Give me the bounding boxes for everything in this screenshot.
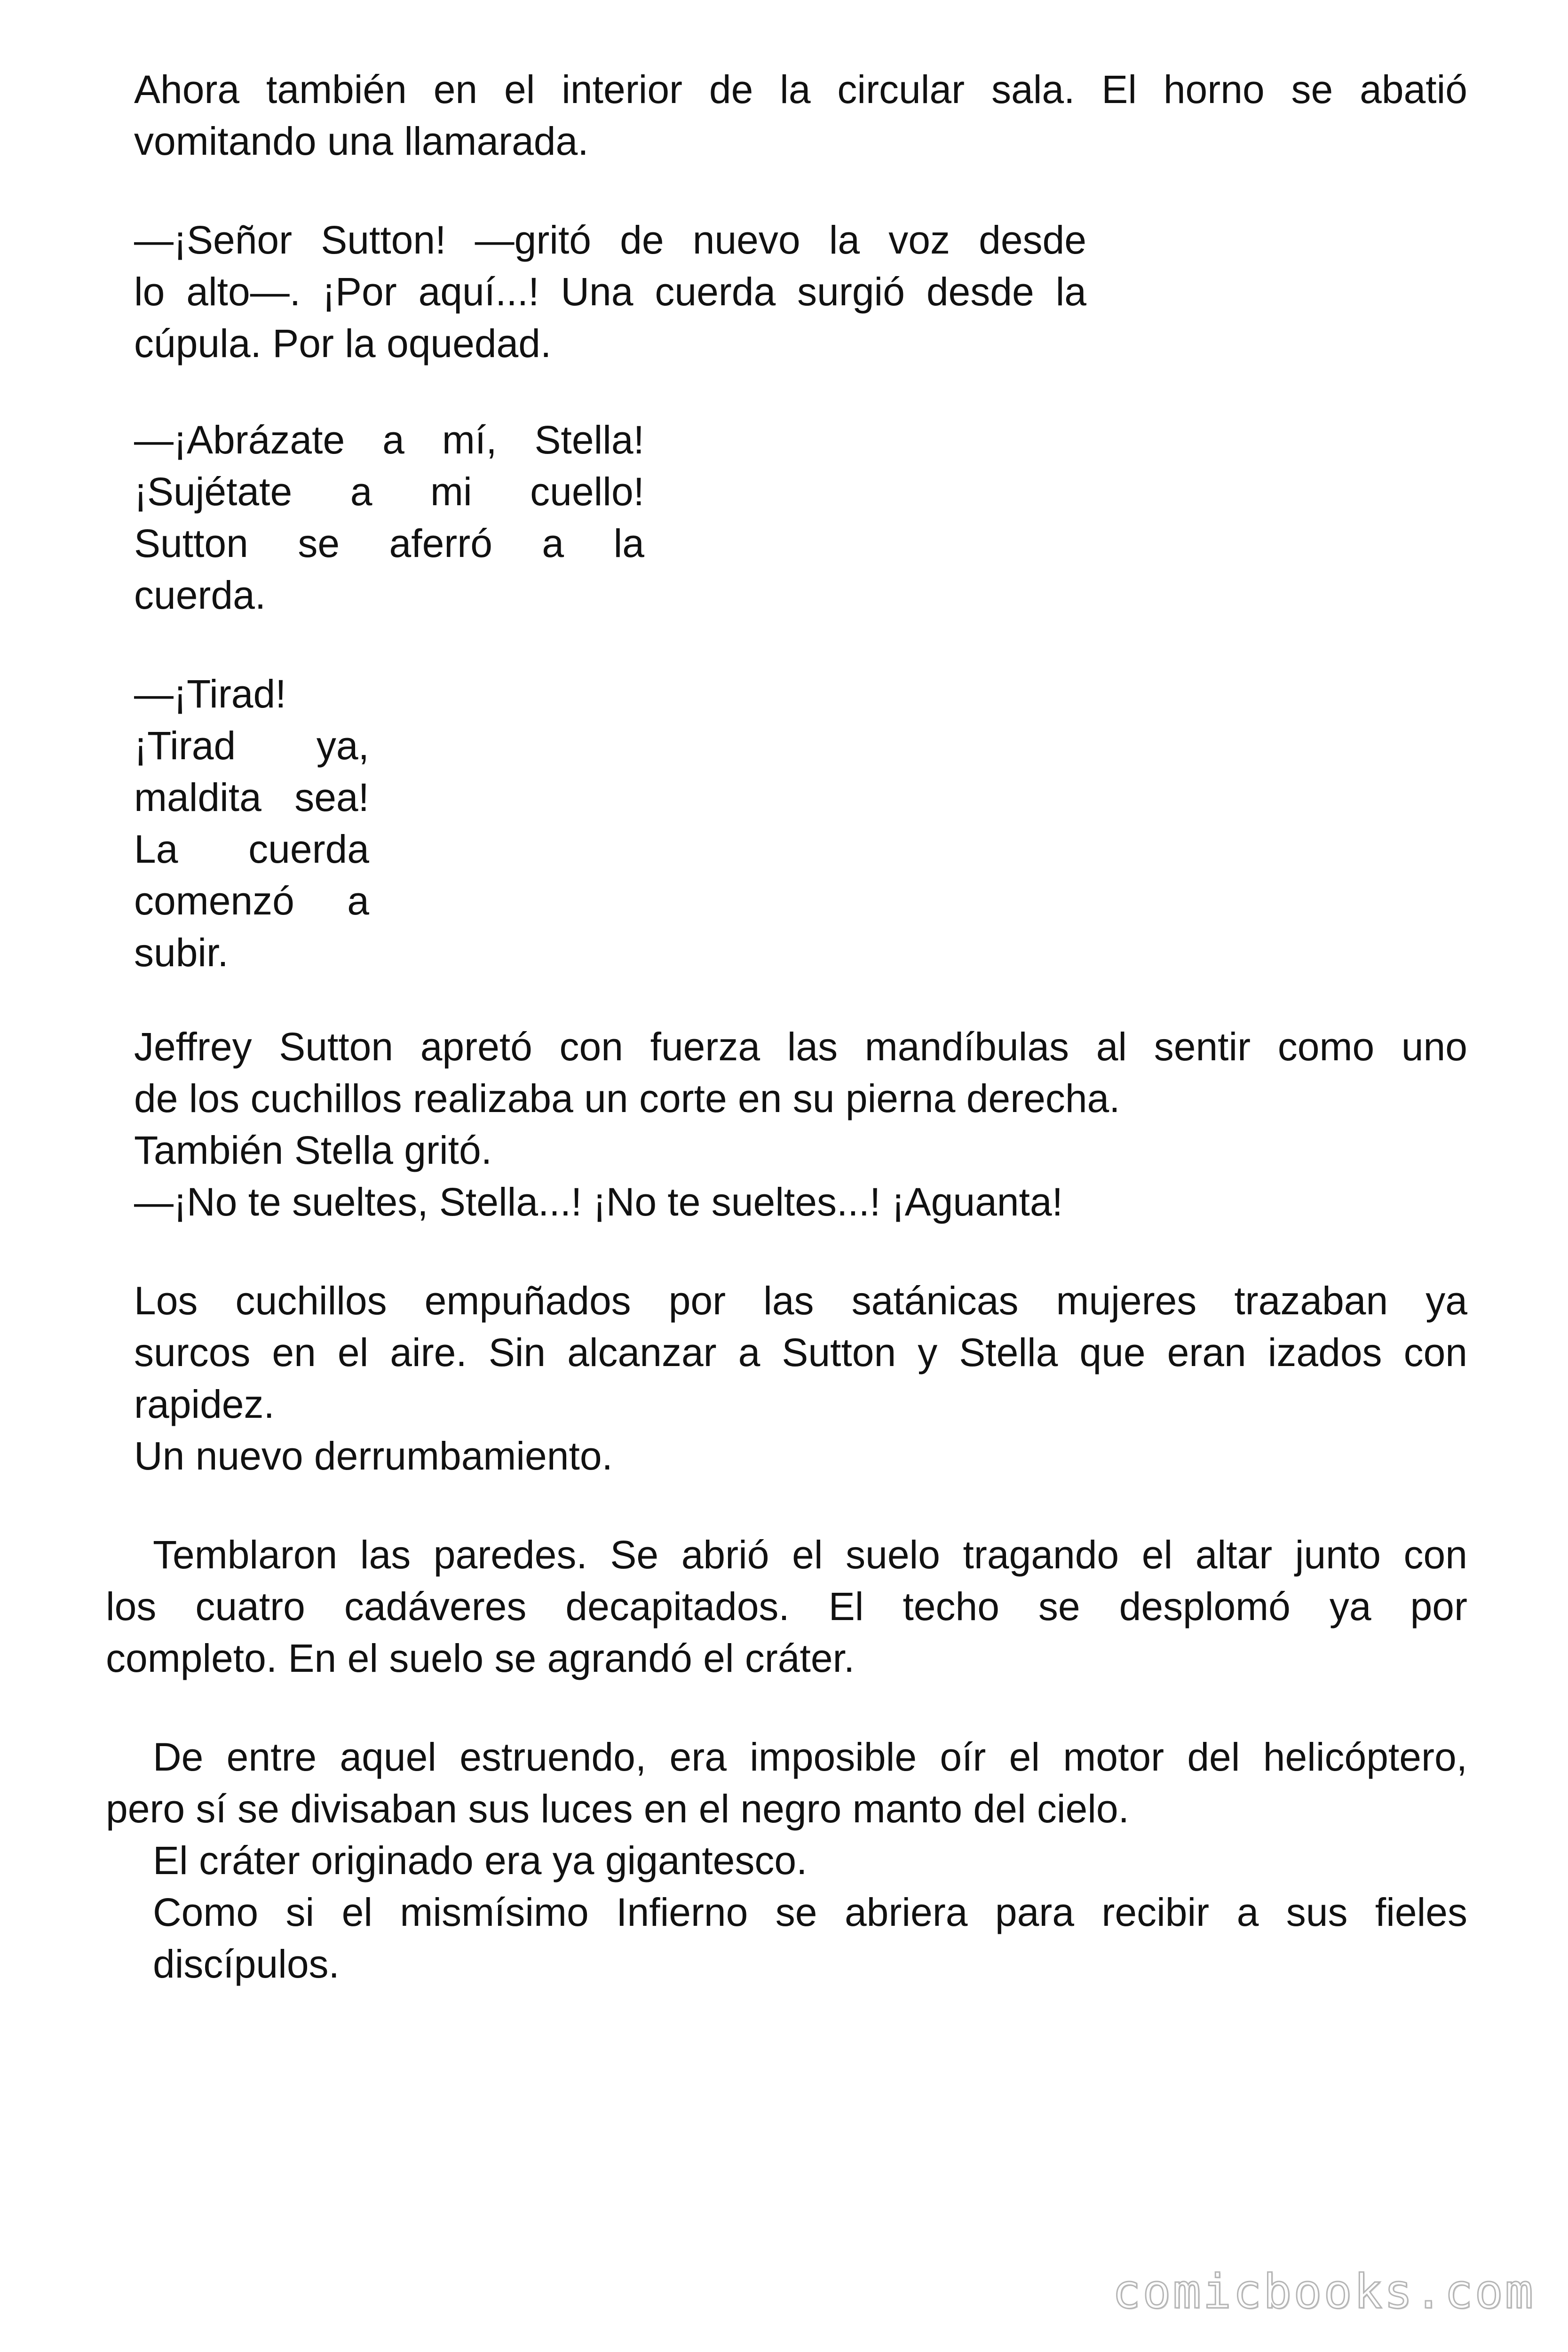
- text-line: completo. En el suelo se agrandó el cráter.: [106, 1636, 855, 1680]
- text-line: —¡Abrázate a mí, Stella!: [134, 418, 644, 462]
- text-line: Los cuchillos empuñados por las satánicas mujeres trazaban ya: [134, 1279, 1467, 1323]
- text-line: Sutton se aferró a la: [134, 521, 644, 565]
- paragraph-1: [134, 64, 1467, 167]
- paragraph-6: [134, 1275, 1467, 1482]
- text-line: Ahora también en el interior de la circular sala. El horno se abatió: [134, 67, 1467, 111]
- text-line: cúpula. Por la oquedad.: [134, 321, 552, 366]
- paragraph-5: [134, 1021, 1467, 1228]
- watermark-logo: comicbooks.com: [1112, 2264, 1535, 2319]
- text-line: Jeffrey Sutton apretó con fuerza las mandíbulas al sentir como uno: [134, 1025, 1467, 1069]
- text-line: rapidez.: [134, 1382, 275, 1426]
- text-line: comenzó a: [134, 879, 369, 923]
- text-line: También Stella gritó.: [134, 1128, 492, 1172]
- paragraph-2: [134, 214, 1086, 369]
- text-line: discípulos.: [153, 1942, 340, 1986]
- text-line: Un nuevo derrumbamiento.: [134, 1434, 613, 1478]
- paragraph-8: [106, 1731, 1467, 1990]
- text-line: maldita sea!: [134, 775, 369, 819]
- text-line: pero sí se divisaban sus luces en el negro manto del cielo.: [106, 1787, 1129, 1831]
- text-line: cuerda.: [134, 573, 266, 617]
- text-line: El cráter originado era ya gigantesco.: [153, 1838, 808, 1883]
- text-line: —¡Señor Sutton! —gritó de nuevo la voz desde: [134, 218, 1086, 262]
- text-line: ¡Sujétate a mi cuello!: [134, 469, 644, 514]
- text-line: ¡Tirad ya,: [134, 723, 369, 768]
- paragraph-3: [134, 414, 644, 621]
- text-line: de los cuchillos realizaba un corte en su pierna derecha.: [134, 1076, 1120, 1120]
- text-line: subir.: [134, 930, 229, 975]
- paragraph-4: [134, 668, 369, 978]
- text-line: surcos en el aire. Sin alcanzar a Sutton y Stella que eran izados con: [134, 1330, 1467, 1375]
- text-line: De entre aquel estruendo, era imposible oír el motor del helicóptero,: [153, 1735, 1467, 1779]
- text-line: lo alto—. ¡Por aquí...! Una cuerda surgió desde la: [134, 270, 1086, 314]
- text-line: —¡Tirad!: [134, 672, 286, 716]
- paragraph-7: [106, 1529, 1467, 1684]
- text-line: los cuatro cadáveres decapitados. El techo se desplomó ya por: [106, 1584, 1467, 1629]
- text-line: Temblaron las paredes. Se abrió el suelo tragando el altar junto con: [153, 1533, 1467, 1577]
- text-line: Como si el mismísimo Infierno se abriera para recibir a sus fieles: [153, 1890, 1467, 1934]
- text-line: vomitando una llamarada.: [134, 119, 589, 163]
- text-line: —¡No te sueltes, Stella...! ¡No te sueltes...! ¡Aguanta!: [134, 1180, 1063, 1224]
- text-line: La cuerda: [134, 827, 369, 871]
